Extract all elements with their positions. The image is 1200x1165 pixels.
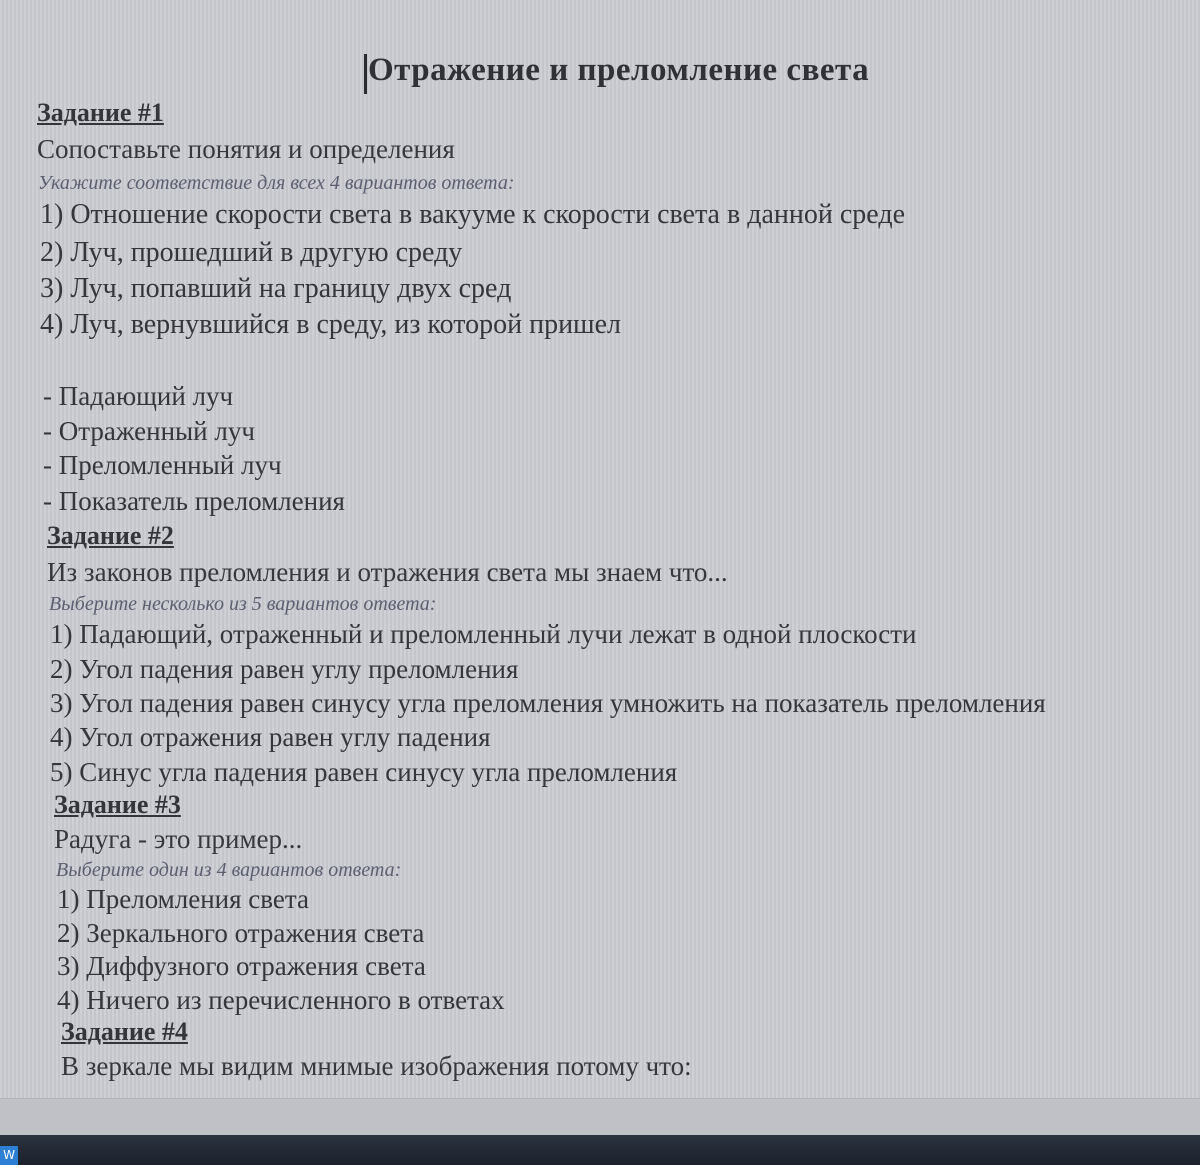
task1-heading: Задание #1 <box>37 98 164 127</box>
task1-option: 3) Луч, попавший на границу двух сред <box>40 273 512 304</box>
task2-question: Из законов преломления и отражения света мы знаем что... <box>47 557 728 587</box>
task1-term: - Отраженный луч <box>43 416 255 446</box>
task1-term: - Показатель преломления <box>43 486 345 516</box>
document-title: Отражение и преломление света <box>368 52 870 88</box>
task1-option: 1) Отношение скорости света в вакууме к скорости света в данной среде <box>40 199 905 230</box>
task1-term: - Падающий луч <box>43 381 234 411</box>
task2-option: 1) Падающий, отраженный и преломленный лучи лежат в одной плоскости <box>50 619 917 649</box>
task3-heading: Задание #3 <box>54 790 181 819</box>
task3-option: 3) Диффузного отражения света <box>57 951 426 981</box>
task1-term: - Преломленный луч <box>43 450 282 480</box>
task2-heading: Задание #2 <box>47 521 174 550</box>
task2-option: 3) Угол падения равен синусу угла преломления умножить на показатель преломления <box>50 688 1046 718</box>
task1-option: 4) Луч, вернувшийся в среду, из которой пришел <box>40 309 622 340</box>
page-bottom-edge <box>0 1098 1200 1135</box>
text-cursor <box>364 54 367 94</box>
task1-question: Сопоставьте понятия и определения <box>37 134 455 164</box>
task3-question: Радуга - это пример... <box>54 824 303 854</box>
task2-option: 5) Синус угла падения равен синусу угла преломления <box>50 757 678 787</box>
task2-option: 4) Угол отражения равен углу падения <box>50 722 491 752</box>
task3-hint: Выберите один из 4 вариантов ответа: <box>56 859 402 881</box>
task1-option: 2) Луч, прошедший в другую среду <box>40 237 463 268</box>
task4-question: В зеркале мы видим мнимые изображения потому что: <box>61 1051 692 1081</box>
task2-hint: Выберите несколько из 5 вариантов ответа: <box>49 593 437 615</box>
word-app-icon[interactable]: W <box>0 1146 18 1165</box>
task2-option: 2) Угол падения равен углу преломления <box>50 654 519 684</box>
taskbar <box>0 1135 1200 1165</box>
task3-option: 2) Зеркального отражения света <box>57 918 425 948</box>
task4-heading: Задание #4 <box>61 1017 188 1046</box>
task3-option: 4) Ничего из перечисленного в ответах <box>57 985 505 1015</box>
task1-hint: Укажите соответствие для всех 4 вариантов ответа: <box>38 172 515 194</box>
task3-option: 1) Преломления света <box>57 884 309 914</box>
